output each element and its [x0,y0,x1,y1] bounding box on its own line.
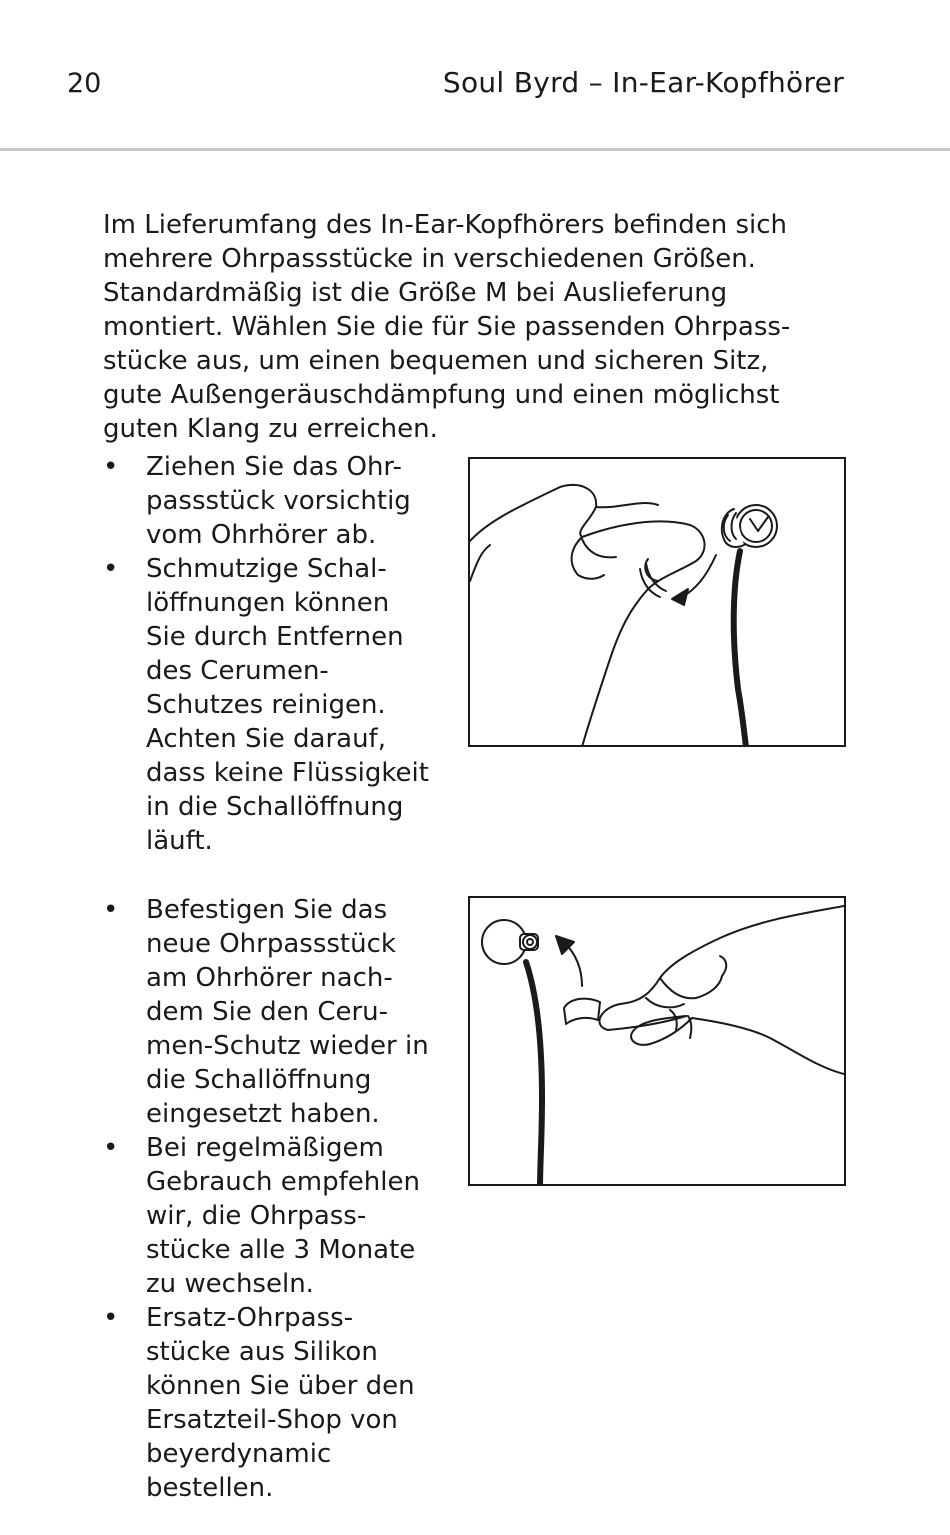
list-item-text: Ziehen Sie das Ohr- passstück vorsichtig vom Ohrhörer ab. [146,452,411,550]
illustration-remove-eartip [468,457,846,747]
list-item [103,893,429,1131]
bullet-icon: • [103,895,119,925]
bullet-icon: • [103,554,119,584]
bullet-icon: • [103,1133,119,1163]
running-title: Soul Byrd – In-Ear-Kopfhörer [442,66,844,99]
bullet-icon: • [103,1303,119,1333]
instruction-list-removal [103,450,429,858]
instruction-list-attach [103,893,429,1505]
list-item [103,450,429,552]
hand-attaching-eartip-icon [470,898,844,1184]
intro-paragraph: Im Lieferumfang des In-Ear-Kopfhörers befinden sich mehrere Ohrpassstücke in verschiedenen Größen. Standardmäßig ist die Größe M bei Auslieferung montiert. Wählen Sie die für Sie passenden Ohrpass- stücke aus, um einen bequemen und sicheren Sitz, gute Außengeräuschdämpfung und einen möglichst guten Klang zu erreichen. [103,210,791,444]
page-header [0,0,950,151]
list-item-text: Befestigen Sie das neue Ohrpassstück am Ohrhörer nach- dem Sie den Ceru- men-Schutz wieder in die Schallöffnung eingesetzt haben. [146,895,429,1129]
list-item [103,552,429,858]
list-item [103,1301,429,1505]
hand-removing-eartip-icon [470,459,844,745]
list-item-text: Schmutzige Schal- löffnungen können Sie durch Entfernen des Cerumen- Schutzes reinigen. Achten Sie darauf, dass keine Flüssigkeit in die Schallöffnung läuft. [146,554,429,856]
list-item-text: Bei regelmäßigem Gebrauch empfehlen wir, die Ohrpass- stücke alle 3 Monate zu wechseln. [146,1133,420,1299]
bullet-icon: • [103,452,119,482]
page-number: 20 [67,68,102,99]
list-item-text: Ersatz-Ohrpass- stücke aus Silikon können Sie über den Ersatzteil-Shop von beyerdynamic bestellen. [146,1303,415,1503]
illustration-attach-eartip [468,896,846,1186]
list-item [103,1131,429,1301]
